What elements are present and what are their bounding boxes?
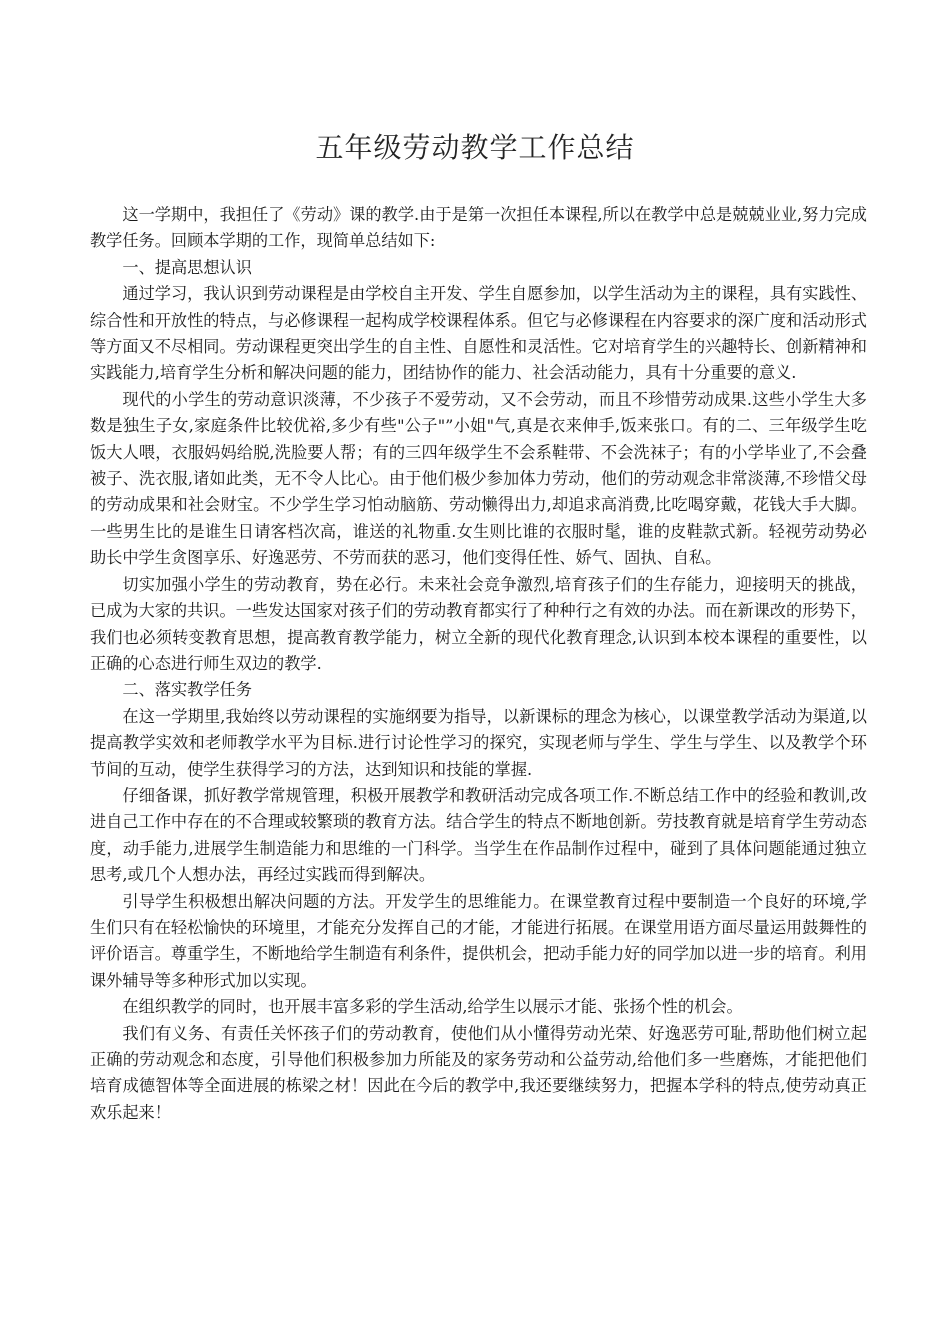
document-title: 五年级劳动教学工作总结 xyxy=(315,131,635,164)
paragraph: 现代的小学生的劳动意识淡薄，不少孩子不爱劳动，又不会劳动，而且不珍惜劳动成果.这些小学生大多数是独生子女,家庭条件比较优裕,多少有些"公子"”小姐"气,真是衣来伸手,饭来张口。有的二、三年级学生吃饭大人喂，衣服妈妈给脱,洗脸要人帮；有的三四年级学生不会系鞋带、不会洗袜子；有的小学毕业了,不会叠被子、洗衣服,诸如此类，无不令人比心。由于他们极少参加体力劳动，他们的劳动观念非常淡薄,不珍惜父母的劳动成果和社会财宝。不少学生学习怕动脑筋、劳动懒得出力,却追求高消费,比吃喝穿戴，花钱大手大脚。一些男生比的是谁生日请客档次高，谁送的礼物重.女生则比谁的衣服时髦，谁的皮鞋款式新。轻视劳动势必助长中学生贪图享乐、好逸恶劳、不劳而获的恶习，他们变得任性、娇气、固执、自私。 xyxy=(90,389,867,568)
paragraph: 通过学习，我认识到劳动课程是由学校自主开发、学生自愿参加，以学生活动为主的课程，具有实践性、综合性和开放性的特点，与必修课程一起构成学校课程体系。但它与必修课程在内容要求的深广度和活动形式等方面又不尽相同。劳动课程更突出学生的自主性、自愿性和灵活性。它对培育学生的兴趣特长、创新精神和实践能力,培育学生分析和解决问题的能力，团结协作的能力、社会活动能力，具有十分重要的意义. xyxy=(90,284,868,383)
paragraph: 切实加强小学生的劳动教育，势在必行。未来社会竞争激烈,培育孩子们的生存能力，迎接明天的挑战，已成为大家的共识。一些发达国家对孩子们的劳动教育都实行了种种行之有效的办法。而在新课改的形势下，我们也必须转变教育思想，提高教育教学能力，树立全新的现代化教育理念,认识到本校本课程的重要性，以正确的心态进行师生双边的教学. xyxy=(90,574,867,673)
section-heading-1: 一、提高思想认识 xyxy=(122,257,252,277)
section-heading-2: 二、落实教学任务 xyxy=(122,680,252,700)
paragraph: 在这一学期里,我始终以劳动课程的实施纲要为指导，以新课标的理念为核心，以课堂教学活动为渠道,以提高教学实效和老师教学水平为目标.进行讨论性学习的探究，实现老师与学生、学生与学生、以及教学个环节间的互动，使学生获得学习的方法，达到知识和技能的掌握. xyxy=(90,706,867,779)
paragraph-intro: 这一学期中，我担任了《劳动》课的教学.由于是第一次担任本课程,所以在教学中总是兢兢业业,努力完成教学任务。回顾本学期的工作，现简单总结如下: xyxy=(90,205,867,251)
document-body xyxy=(90,202,867,1126)
paragraph: 引导学生积极想出解决问题的方法。开发学生的思维能力。在课堂教育过程中要制造一个良好的环境,学生们只有在轻松愉快的环境里，才能充分发挥自己的才能，才能进行拓展。在课堂用语方面尽量运用鼓舞性的评价语言。尊重学生，不断地给学生制造有利条件，提供机会，把动手能力好的同学加以进一步的培育。利用课外辅导等多种形式加以实现。 xyxy=(90,891,867,990)
paragraph: 仔细备课，抓好教学常规管理，积极开展教学和教研活动完成各项工作.不断总结工作中的经验和教训,改进自己工作中存在的不合理或较繁琐的教育方法。结合学生的特点不断地创新。劳技教育就是培育学生劳动态度，动手能力,进展学生制造能力和思维的一门科学。当学生在作品制作过程中，碰到了具体问题能通过独立思考,或几个人想办法，再经过实践而得到解决。 xyxy=(90,785,867,885)
paragraph: 在组织教学的同时，也开展丰富多彩的学生活动,给学生以展示才能、张扬个性的机会。 xyxy=(122,997,743,1017)
paragraph-conclusion: 我们有义务、有责任关怀孩子们的劳动教育，使他们从小懂得劳动光荣、好逸恶劳可耻,帮助他们树立起正确的劳动观念和态度，引导他们积极参加力所能及的家务劳动和公益劳动,给他们多一些磨炼，才能把他们培育成德智体等全面进展的栋梁之材！因此在今后的教学中,我还要继续努力，把握本学科的特点,使劳动真正欢乐起来！ xyxy=(90,1023,867,1122)
